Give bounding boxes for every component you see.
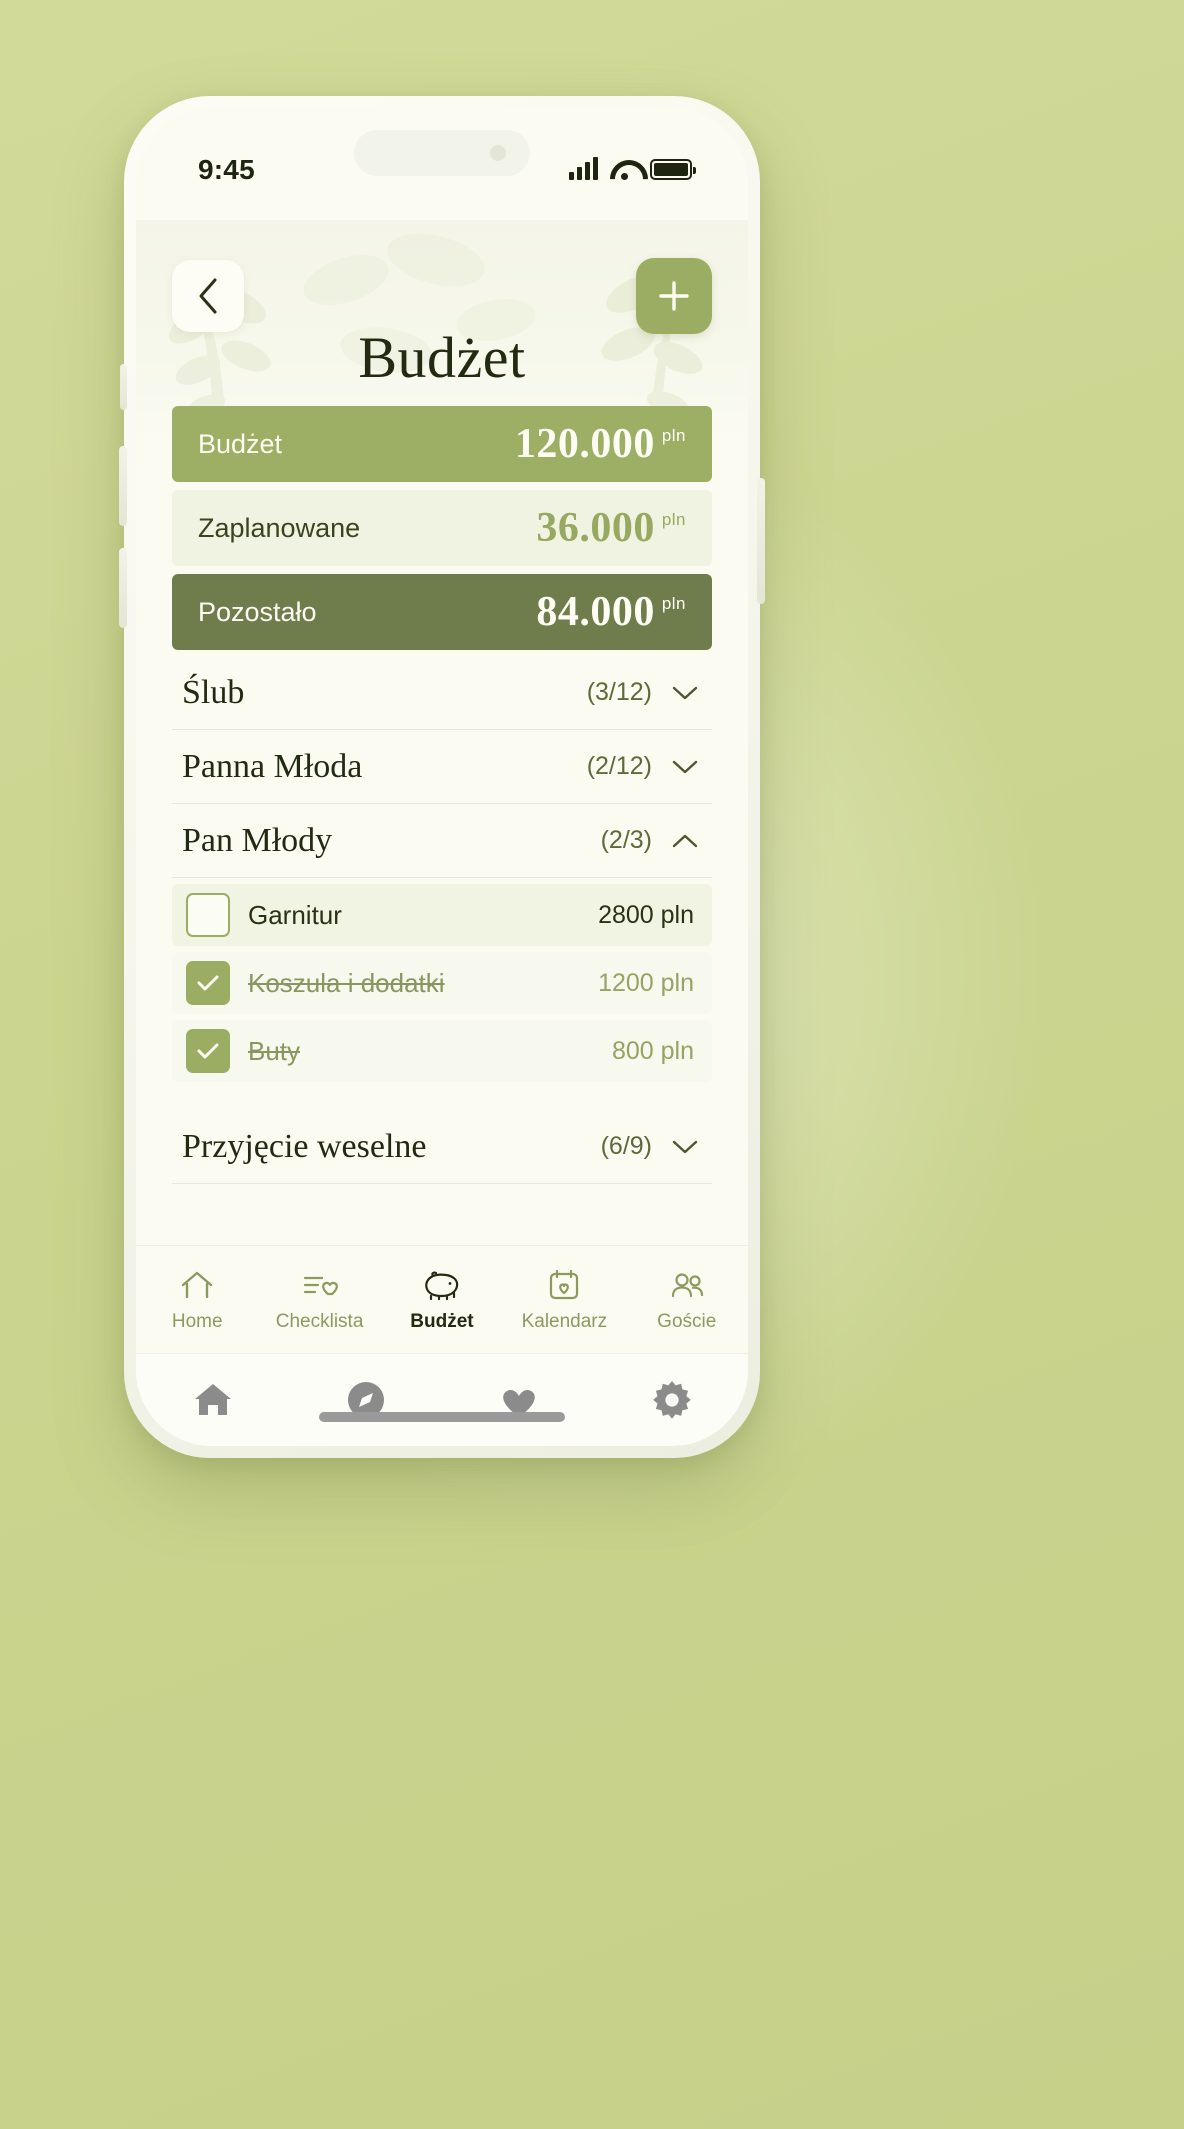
gear-icon[interactable] — [644, 1372, 700, 1428]
chevron-down-icon[interactable] — [672, 680, 698, 706]
phone-volume-down-button[interactable] — [119, 548, 127, 628]
summary-value-remaining: 84.000 — [536, 589, 655, 635]
summary-amount-planned — [536, 504, 686, 552]
category-count-pan-mlody: (2/3) — [600, 826, 652, 854]
item-price-buty: 800 pln — [611, 1036, 694, 1065]
tab-kalendarz[interactable] — [509, 1268, 619, 1333]
summary-label-remaining: Pozostało — [198, 596, 317, 627]
wifi-icon — [610, 158, 638, 180]
tab-label-kalendarz: Kalendarz — [521, 1310, 608, 1332]
phone-screen — [136, 108, 748, 1446]
guests-icon — [669, 1268, 705, 1302]
page-title: Budżet — [358, 325, 526, 390]
os-dock — [136, 1353, 748, 1446]
dynamic-island — [354, 130, 530, 176]
item-price-garnitur: 2800 pln — [598, 900, 694, 929]
cellular-signal-icon — [569, 156, 598, 180]
category-name-pan-mlody: Pan Młody — [182, 821, 333, 859]
list-spacer — [172, 1088, 712, 1110]
budget-item-buty[interactable] — [172, 1020, 712, 1082]
item-name-buty: Buty — [248, 1035, 301, 1066]
category-row-panna-mloda[interactable] — [172, 730, 712, 804]
checklist-heart-icon — [302, 1268, 338, 1302]
status-icons — [569, 150, 692, 180]
category-meta-przyjecie-weselne — [601, 1132, 698, 1161]
summary-row-budget — [172, 406, 712, 482]
check-icon — [197, 974, 219, 992]
summary-amount-remaining — [536, 588, 686, 636]
home-indicator[interactable] — [319, 1412, 565, 1422]
tab-goscie[interactable] — [632, 1268, 742, 1333]
tab-budzet[interactable] — [387, 1268, 497, 1333]
summary-currency-budget: pln — [661, 426, 686, 445]
category-row-slub[interactable] — [172, 656, 712, 730]
summary-value-budget: 120.000 — [514, 421, 655, 467]
summary-label-planned: Zaplanowane — [198, 512, 361, 543]
summary-currency-remaining: pln — [661, 594, 686, 613]
summary-row-planned — [172, 490, 712, 566]
back-button[interactable] — [172, 260, 244, 332]
checkbox-koszula[interactable] — [186, 961, 230, 1005]
tab-label-budzet: Budżet — [410, 1310, 474, 1332]
tab-label-goscie: Goście — [657, 1310, 717, 1332]
tab-checklista[interactable] — [265, 1268, 375, 1333]
budget-summary — [172, 406, 712, 658]
budget-item-koszula[interactable] — [172, 952, 712, 1014]
tab-home[interactable] — [142, 1268, 252, 1333]
summary-label-budget: Budżet — [198, 428, 283, 459]
chevron-down-icon[interactable] — [672, 1134, 698, 1160]
checkbox-garnitur[interactable] — [186, 893, 230, 937]
home-icon — [180, 1268, 214, 1302]
category-count-przyjecie-weselne: (6/9) — [600, 1132, 652, 1160]
phone-frame — [124, 96, 760, 1458]
budget-category-list — [172, 656, 712, 1246]
app-tab-bar — [136, 1245, 748, 1354]
checkbox-buty[interactable] — [186, 1029, 230, 1073]
piggy-bank-icon — [423, 1268, 461, 1302]
tab-label-checklista: Checklista — [275, 1310, 364, 1332]
summary-value-planned: 36.000 — [536, 505, 655, 551]
phone-mute-switch[interactable] — [120, 364, 127, 410]
chevron-down-icon[interactable] — [672, 754, 698, 780]
check-icon — [197, 1042, 219, 1060]
category-meta-pan-mlody — [601, 826, 698, 855]
category-row-przyjecie-weselne[interactable] — [172, 1110, 712, 1184]
summary-amount-budget — [515, 420, 686, 468]
category-count-slub: (3/12) — [586, 678, 652, 706]
status-time: 9:45 — [198, 154, 255, 185]
front-camera-dot — [490, 145, 506, 161]
chevron-up-icon[interactable] — [672, 828, 698, 854]
item-price-koszula: 1200 pln — [598, 968, 694, 997]
phone-power-button[interactable] — [757, 478, 765, 604]
phone-bezel — [136, 108, 748, 1446]
category-count-panna-mloda: (2/12) — [586, 752, 652, 780]
category-name-slub: Ślub — [182, 673, 245, 711]
add-budget-item-button[interactable] — [636, 258, 712, 334]
plus-icon — [657, 279, 691, 313]
phone-volume-up-button[interactable] — [119, 446, 127, 526]
item-name-koszula: Koszula i dodatki — [248, 967, 445, 998]
budget-item-garnitur[interactable] — [172, 884, 712, 946]
home-filled-icon[interactable] — [185, 1372, 241, 1428]
item-name-garnitur: Garnitur — [248, 899, 342, 930]
chevron-left-icon — [197, 277, 219, 315]
category-meta-panna-mloda — [587, 752, 698, 781]
summary-currency-planned: pln — [661, 510, 686, 529]
category-row-pan-mlody[interactable] — [172, 804, 712, 878]
category-meta-slub — [587, 678, 698, 707]
tab-label-home: Home — [171, 1310, 223, 1332]
status-bar — [136, 108, 748, 220]
category-name-panna-mloda: Panna Młoda — [182, 747, 363, 785]
calendar-heart-icon — [548, 1268, 580, 1302]
battery-icon — [650, 159, 692, 180]
category-name-przyjecie-weselne: Przyjęcie weselne — [182, 1127, 427, 1165]
summary-row-remaining — [172, 574, 712, 650]
